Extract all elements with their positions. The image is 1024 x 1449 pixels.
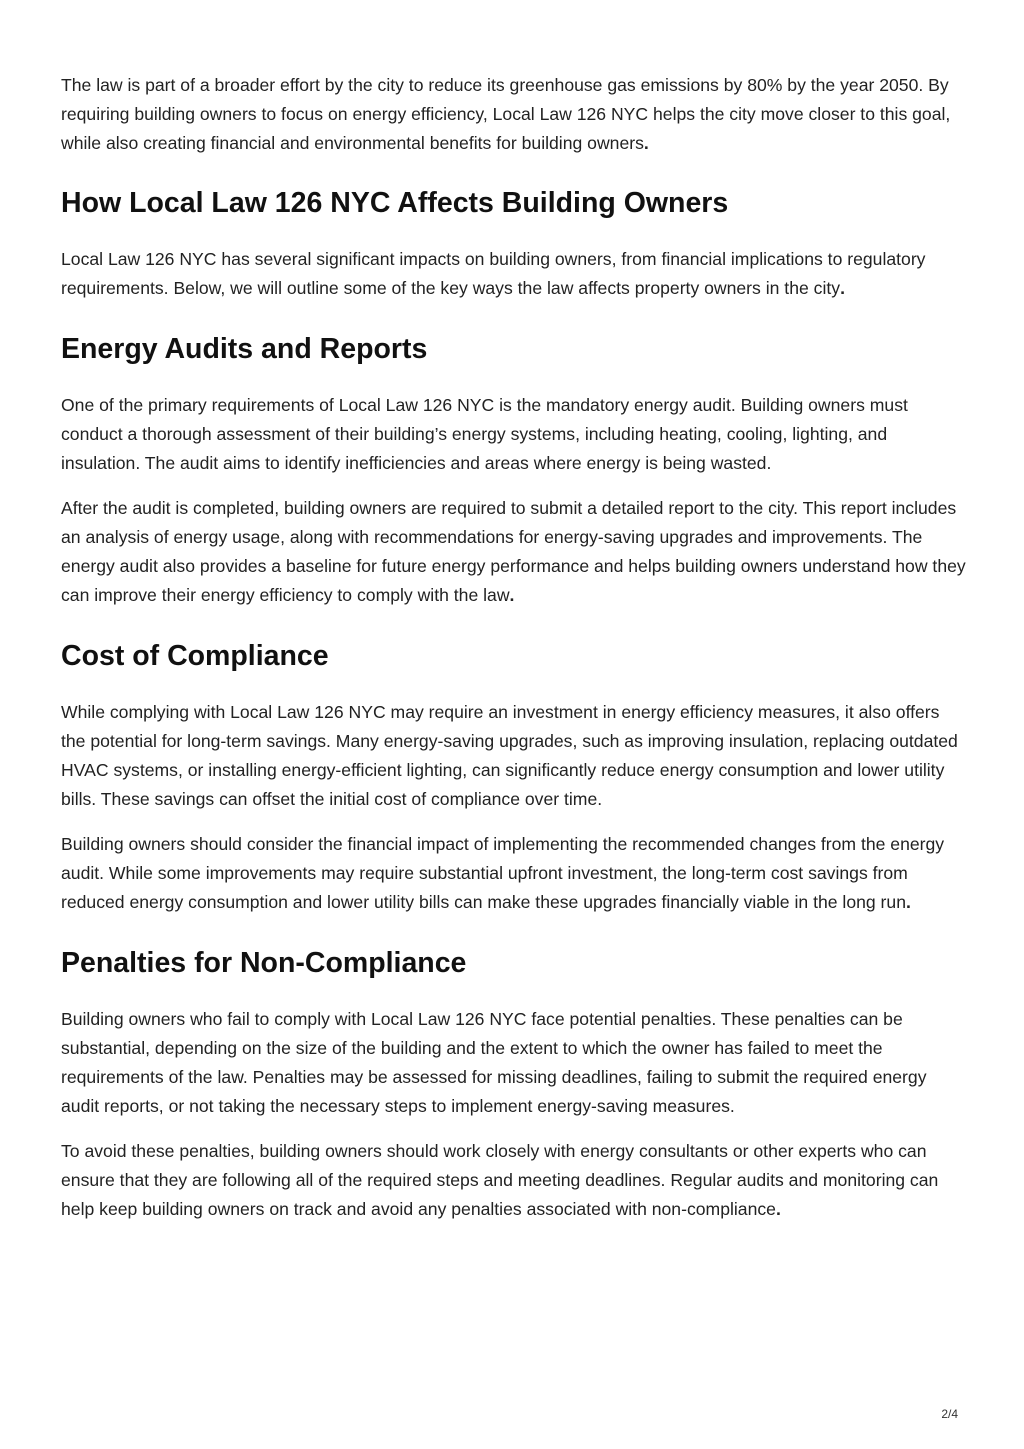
intro-paragraph-text: The law is part of a broader effort by the city to reduce its greenhouse gas emissions by 80% by the year 2050. By requiring building owners to focus on energy efficiency, Local Law 126 NYC helps the city move closer to this goal, while also creating financial and environmental benefits for building owners: [61, 75, 951, 153]
document-page: [61, 71, 966, 1240]
penalties-paragraph-2-period: .: [775, 1199, 781, 1219]
intro-paragraph: [61, 71, 966, 158]
section-heading-affects: How Local Law 126 NYC Affects Building Owners: [61, 187, 729, 219]
intro-paragraph-period: .: [643, 133, 649, 153]
penalties-paragraph-1: [61, 1005, 966, 1121]
affects-paragraph-period: .: [840, 278, 845, 298]
cost-paragraph-2: [61, 830, 966, 917]
cost-paragraph-2-text: Building owners should consider the financial impact of implementing the recommended changes from the energy audit. While some improvements may require substantial upfront investment, the long-term cost savings from reduced energy consumption and lower utility bills can make these upgrades financially viable in the long run: [61, 834, 945, 912]
penalties-paragraph-2: [61, 1137, 966, 1224]
cost-paragraph-2-period: .: [906, 892, 911, 912]
penalties-paragraph-1-text: Building owners who fail to comply with Local Law 126 NYC face potential penalties. These penalties can be substantial, depending on the size of the building and the extent to which the owner has failed to meet the requirements of the law. Penalties may be assessed for missing deadlines, failing to submit the required energy audit reports, or not taking the necessary steps to implement energy-saving measures.: [61, 1009, 927, 1116]
audits-paragraph-2-period: .: [509, 585, 515, 605]
section-heading-cost: Cost of Compliance: [61, 640, 329, 672]
affects-paragraph-text: Local Law 126 NYC has several significant impacts on building owners, from financial implications to regulatory requirements. Below, we will outline some of the key ways the law affects property owners in the city: [61, 249, 926, 298]
section-heading-penalties: Penalties for Non-Compliance: [61, 947, 467, 979]
audits-paragraph-2: [61, 494, 966, 610]
page-number: 2/4: [941, 1407, 958, 1421]
cost-paragraph-1: [61, 698, 966, 814]
cost-paragraph-1-text: While complying with Local Law 126 NYC may require an investment in energy efficiency measures, it also offers the potential for long-term savings. Many energy-saving upgrades, such as improving insulation, replacing outdated HVAC systems, or installing energy-efficient lighting, can significantly reduce energy consumption and lower utility bills. These savings can offset the initial cost of compliance over time.: [61, 702, 958, 809]
affects-paragraph: [61, 245, 966, 303]
audits-paragraph-1-text: One of the primary requirements of Local Law 126 NYC is the mandatory energy audit. Building owners must conduct a thorough assessment of their building’s energy systems, including heating, cooling, lighting, and insulation. The audit aims to identify inefficiencies and areas where energy is being wasted.: [61, 395, 908, 473]
section-heading-audits: Energy Audits and Reports: [61, 333, 428, 365]
audits-paragraph-2-text: After the audit is completed, building owners are required to submit a detailed report to the city. This report includes an analysis of energy usage, along with recommendations for energy-saving upgrades and improvements. The energy audit also provides a baseline for future energy performance and helps building owners understand how they can improve their energy efficiency to comply with the law: [61, 498, 966, 605]
audits-paragraph-1: [61, 391, 966, 478]
penalties-paragraph-2-text: To avoid these penalties, building owners should work closely with energy consultants or other experts who can ensure that they are following all of the required steps and meeting deadlines. Regular audits and monitoring can help keep building owners on track and avoid any penalties associated with non-compliance: [61, 1141, 939, 1219]
